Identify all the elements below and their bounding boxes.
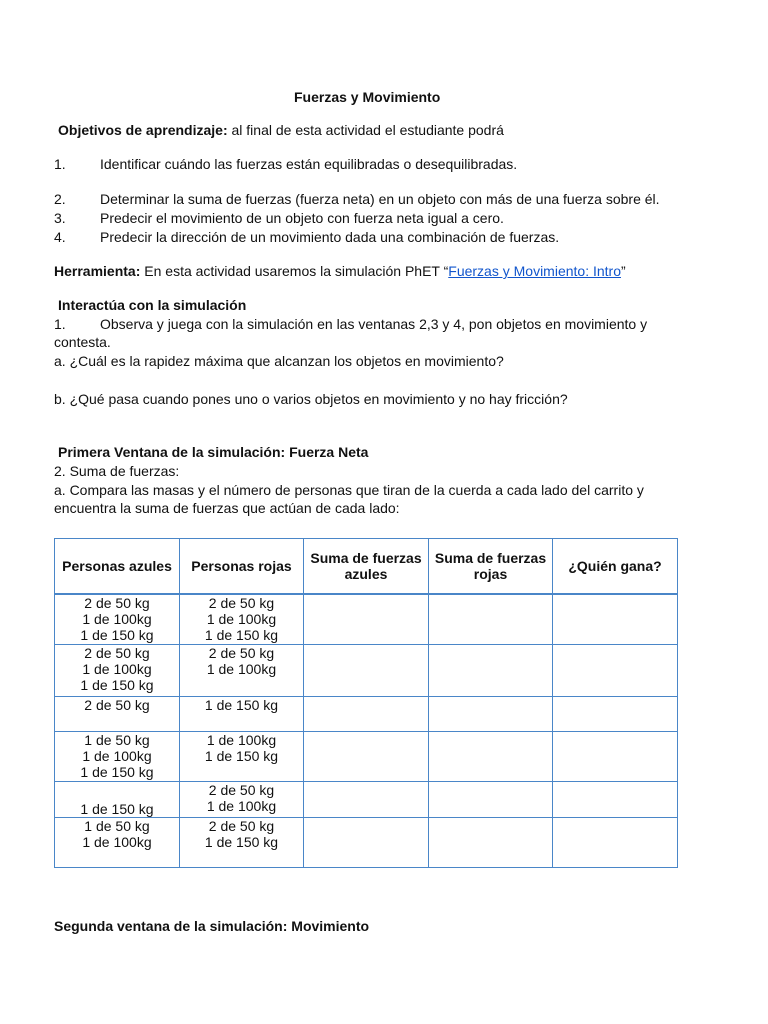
section1-heading: Primera Ventana de la simulación: Fuerza Neta <box>58 444 369 460</box>
cell-line: 1 de 100kg <box>82 833 152 850</box>
interact-question-1-cont: contesta. <box>54 334 111 350</box>
objective-number: 2. <box>54 191 66 207</box>
header-personas-rojas: Personas rojas <box>180 539 304 595</box>
cell-suma-azules[interactable] <box>304 644 429 696</box>
cell-azules <box>55 644 180 696</box>
cell-line: 1 de 150 kg <box>204 627 279 643</box>
question-text: Observa y juega con la simulación en las ventanas 2,3 y 4, pon objetos en movimiento y <box>100 316 648 332</box>
cell-quien-gana[interactable] <box>553 696 678 731</box>
cell-suma-rojas[interactable] <box>429 781 553 817</box>
page-title: Fuerzas y Movimiento <box>294 89 441 105</box>
tool-quote-end: ” <box>621 263 626 279</box>
cell-quien-gana[interactable] <box>553 781 678 817</box>
cell-azules <box>55 731 180 781</box>
cell-rojas <box>180 781 304 817</box>
cell-line: 2 de 50 kg <box>84 644 150 661</box>
cell-rojas <box>180 594 304 644</box>
phet-simulation-link[interactable]: Fuerzas y Movimiento: Intro <box>448 263 621 279</box>
cell-azules <box>55 781 180 817</box>
cell-line: 1 de 150 kg <box>80 676 154 693</box>
cell-suma-azules[interactable] <box>304 781 429 817</box>
objective-text: Determinar la suma de fuerzas (fuerza neta) en un objeto con más de una fuerza sobre él. <box>100 191 660 207</box>
table-row <box>55 644 678 696</box>
interact-question-a: a. ¿Cuál es la rapidez máxima que alcanzan los objetos en movimiento? <box>54 353 504 369</box>
header-personas-azules: Personas azules <box>55 539 180 595</box>
objectives-label: Objetivos de aprendizaje: <box>58 122 228 138</box>
cell-azules <box>55 696 180 731</box>
cell-suma-rojas[interactable] <box>429 696 553 731</box>
question-number: 1. <box>54 316 66 332</box>
cell-line: 2 de 50 kg <box>84 696 150 713</box>
cell-azules <box>55 594 180 644</box>
table-row <box>55 731 678 781</box>
cell-line: 2 de 50 kg <box>84 595 150 611</box>
tool-label: Herramienta: <box>54 263 141 279</box>
cell-azules <box>55 817 180 867</box>
interact-heading: Interactúa con la simulación <box>58 297 247 313</box>
cell-suma-azules[interactable] <box>304 817 429 867</box>
table-row <box>55 594 678 644</box>
cell-rojas <box>180 696 304 731</box>
cell-line: 1 de 150 kg <box>80 800 154 817</box>
cell-line: 1 de 150 kg <box>80 627 154 643</box>
cell-suma-azules[interactable] <box>304 696 429 731</box>
cell-line: 1 de 150 kg <box>204 747 279 764</box>
objective-text: Identificar cuándo las fuerzas están equilibradas o desequilibradas. <box>100 156 518 172</box>
cell-quien-gana[interactable] <box>553 644 678 696</box>
interact-question-b: b. ¿Qué pasa cuando pones uno o varios objetos en movimiento y no hay fricción? <box>54 391 568 407</box>
objective-item-4 <box>54 229 559 246</box>
header-quien-gana: ¿Quién gana? <box>553 539 678 595</box>
cell-suma-azules[interactable] <box>304 594 429 644</box>
cell-suma-rojas[interactable] <box>429 644 553 696</box>
objectives-text: al final de esta actividad el estudiante podrá <box>227 122 504 138</box>
cell-rojas <box>180 817 304 867</box>
cell-line: 1 de 100kg <box>82 747 152 764</box>
cell-line: 1 de 50 kg <box>84 731 150 748</box>
cell-rojas <box>180 644 304 696</box>
cell-line: 1 de 150 kg <box>204 833 279 850</box>
tool-paragraph <box>54 263 626 280</box>
objective-item-2 <box>54 191 660 208</box>
header-suma-azules: Suma de fuerzas azules <box>304 539 429 595</box>
tool-text: En esta actividad usaremos la simulación PhET “ <box>140 263 449 279</box>
cell-line: 1 de 100kg <box>82 611 152 627</box>
table-row <box>55 817 678 867</box>
cell-line: 1 de 150 kg <box>80 763 154 780</box>
cell-line: 1 de 100kg <box>82 660 152 677</box>
section1-subheading: 2. Suma de fuerzas: <box>54 463 180 479</box>
cell-quien-gana[interactable] <box>553 731 678 781</box>
cell-suma-rojas[interactable] <box>429 817 553 867</box>
cell-suma-azules[interactable] <box>304 731 429 781</box>
cell-quien-gana[interactable] <box>553 817 678 867</box>
cell-line: 1 de 100kg <box>206 731 277 748</box>
objective-number: 1. <box>54 156 66 172</box>
cell-line: 2 de 50 kg <box>208 644 275 661</box>
objectives-paragraph <box>58 122 504 139</box>
cell-suma-rojas[interactable] <box>429 731 553 781</box>
table-row <box>55 696 678 731</box>
cell-suma-rojas[interactable] <box>429 594 553 644</box>
objective-number: 3. <box>54 210 66 226</box>
cell-rojas <box>180 731 304 781</box>
table-row <box>55 781 678 817</box>
table-header-row <box>55 539 678 595</box>
section1-instruction-line2: encuentra la suma de fuerzas que actúan de cada lado: <box>54 500 400 516</box>
cell-line: 1 de 50 kg <box>84 817 150 834</box>
objective-item-3 <box>54 210 504 227</box>
section1-instruction-line1: a. Compara las masas y el número de personas que tiran de la cuerda a cada lado del carrito y <box>54 482 644 498</box>
cell-line: 2 de 50 kg <box>208 781 275 798</box>
cell-line: 2 de 50 kg <box>208 817 275 834</box>
objective-number: 4. <box>54 229 66 245</box>
cell-line: 2 de 50 kg <box>208 595 275 611</box>
cell-line: 1 de 100kg <box>206 797 277 814</box>
objective-text: Predecir la dirección de un movimiento dada una combinación de fuerzas. <box>100 229 560 245</box>
cell-quien-gana[interactable] <box>553 594 678 644</box>
cell-line: 1 de 150 kg <box>204 696 279 713</box>
section2-heading: Segunda ventana de la simulación: Movimiento <box>54 918 370 934</box>
cell-line: 1 de 100kg <box>206 611 277 627</box>
interact-question-1 <box>54 316 647 333</box>
forces-table <box>54 538 678 868</box>
header-suma-rojas: Suma de fuerzas rojas <box>429 539 553 595</box>
objective-item-1 <box>54 156 517 173</box>
objective-text: Predecir el movimiento de un objeto con fuerza neta igual a cero. <box>100 210 504 226</box>
cell-line: 1 de 100kg <box>206 660 277 677</box>
